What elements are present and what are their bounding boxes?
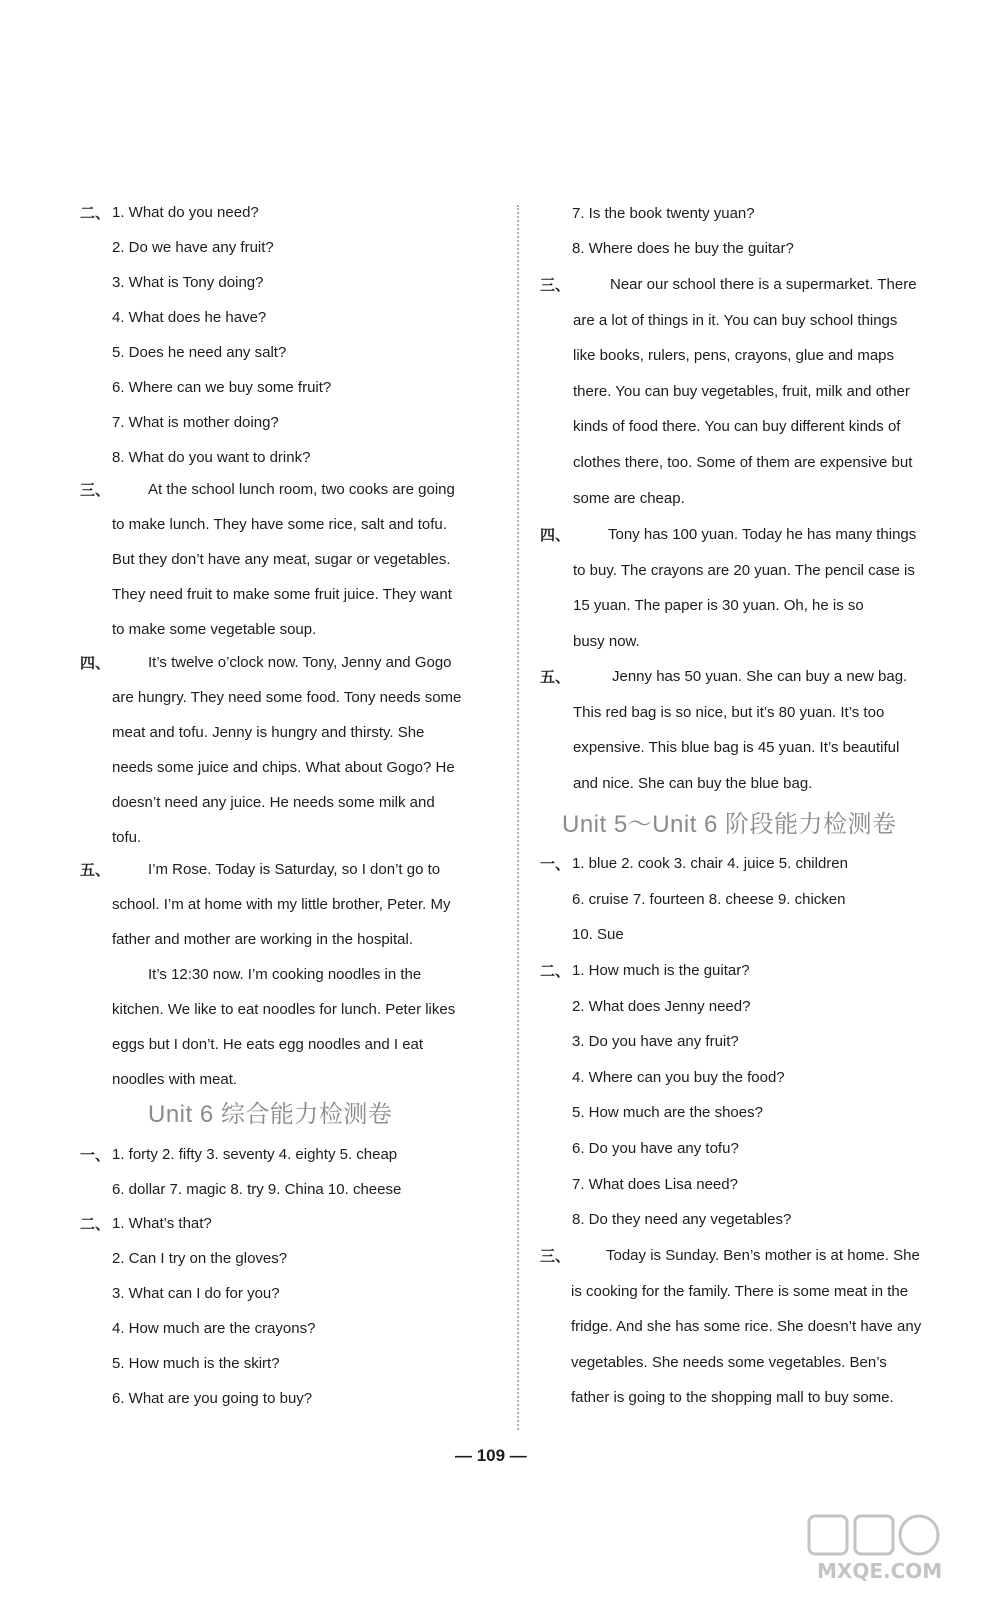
answer-line: 6. dollar 7. magic 8. try 9. China 10. cheese <box>112 1181 402 1198</box>
passage-line: like books, rulers, pens, crayons, glue and maps <box>573 347 894 365</box>
passage-line: I’m Rose. Today is Saturday, so I don’t go to <box>148 861 441 878</box>
passage-line: But they don’t have any meat, sugar or vegetables. <box>112 551 451 568</box>
passage-line: to make lunch. They have some rice, salt and tofu. <box>112 516 447 533</box>
passage-line: noodles with meat. <box>112 1071 238 1088</box>
answer-line: 8. What do you want to drink? <box>112 449 311 466</box>
passage-line: are a lot of things in it. You can buy school things <box>573 311 898 329</box>
answer-line: 2. Can I try on the gloves? <box>112 1250 288 1267</box>
passage-line: vegetables. She needs some vegetables. Ben’s <box>571 1353 887 1371</box>
answer-line: 7. What is mother doing? <box>112 414 279 431</box>
section-marker: 四、 <box>80 654 111 672</box>
answer-line: 6. Where can we buy some fruit? <box>112 379 332 396</box>
section-marker: 二、 <box>80 204 111 222</box>
passage-line: expensive. This blue bag is 45 yuan. It’s beautiful <box>573 739 900 757</box>
watermark-text: MXQE.COM <box>817 1559 943 1582</box>
watermark-logo <box>807 1514 977 1582</box>
passage-line: Near our school there is a supermarket. There <box>610 276 917 293</box>
section-marker: 五、 <box>80 861 111 879</box>
passage-line: eggs but I don’t. He eats egg noodles and I eat <box>112 1036 424 1053</box>
passage-line: are hungry. They need some food. Tony needs some <box>112 689 462 706</box>
answer-line: 8. Do they need any vegetables? <box>572 1211 792 1229</box>
passage-line: At the school lunch room, two cooks are going <box>148 481 455 498</box>
section-marker: 三、 <box>540 1247 571 1265</box>
section-marker: 一、 <box>540 855 571 873</box>
answer-line: 6. Do you have any tofu? <box>572 1140 739 1157</box>
answer-line: 1. What do you need? <box>112 204 259 221</box>
passage-line: kitchen. We like to eat noodles for lunch. Peter likes <box>112 1001 456 1018</box>
answer-line: 1. forty 2. fifty 3. seventy 4. eighty 5. cheap <box>112 1146 398 1163</box>
answer-line: 8. Where does he buy the guitar? <box>572 240 794 257</box>
answer-line: 7. What does Lisa need? <box>572 1175 738 1193</box>
passage-line: clothes there, too. Some of them are expensive but <box>573 454 913 471</box>
passage-line: 15 yuan. The paper is 30 yuan. Oh, he is so <box>573 597 864 615</box>
answer-line: 4. How much are the crayons? <box>112 1320 316 1337</box>
section-marker: 四、 <box>540 526 571 544</box>
column-divider <box>517 205 519 1430</box>
passage-line: father is going to the shopping mall to buy some. <box>571 1389 894 1407</box>
passage-line: needs some juice and chips. What about Gogo? He <box>112 759 455 776</box>
answer-line: 5. How much is the skirt? <box>112 1355 280 1372</box>
passage-line: some are cheap. <box>573 489 685 507</box>
passage-line: It’s 12:30 now. I’m cooking noodles in the <box>148 966 422 983</box>
answer-line: 2. Do we have any fruit? <box>112 239 274 256</box>
passage-line: tofu. <box>112 829 142 846</box>
page-number: — 109 — <box>455 1446 527 1465</box>
passage-line: school. I’m at home with my little brother, Peter. My <box>112 896 451 913</box>
answer-line: 3. Do you have any fruit? <box>572 1033 739 1051</box>
passage-line: busy now. <box>573 632 640 650</box>
passage-line: They need fruit to make some fruit juice. They want <box>112 586 452 603</box>
passage-line: Tony has 100 yuan. Today he has many things <box>608 526 917 543</box>
answer-line: 2. What does Jenny need? <box>572 997 751 1015</box>
answer-line: 1. blue 2. cook 3. chair 4. juice 5. children <box>572 855 848 872</box>
section-marker: 二、 <box>540 962 571 980</box>
answer-line: 3. What can I do for you? <box>112 1285 280 1302</box>
passage-line: there. You can buy vegetables, fruit, milk and other <box>573 382 910 400</box>
passage-line: father and mother are working in the hospital. <box>112 931 414 948</box>
answer-line: 6. cruise 7. fourteen 8. cheese 9. chicken <box>572 890 846 908</box>
answer-line: 4. What does he have? <box>112 309 267 326</box>
answer-line: 10. Sue <box>572 926 624 944</box>
answer-line: 5. Does he need any salt? <box>112 344 287 361</box>
answer-line: 1. How much is the guitar? <box>572 962 750 979</box>
passage-line: Today is Sunday. Ben’s mother is at home. She <box>606 1247 920 1264</box>
section-marker: 三、 <box>540 276 571 294</box>
passage-line: and nice. She can buy the blue bag. <box>573 774 813 792</box>
section-marker: 三、 <box>80 481 111 499</box>
section-marker: 二、 <box>80 1215 111 1233</box>
passage-line: It’s twelve o’clock now. Tony, Jenny and Gogo <box>148 654 452 671</box>
passage-line: to make some vegetable soup. <box>112 621 317 638</box>
passage-line: meat and tofu. Jenny is hungry and thirsty. She <box>112 724 425 741</box>
passage-line: to buy. The crayons are 20 yuan. The pencil case is <box>573 561 915 579</box>
passage-line: This red bag is so nice, but it’s 80 yuan. It’s too <box>573 703 885 721</box>
passage-line: doesn’t need any juice. He needs some milk and <box>112 794 435 811</box>
unit6-title: Unit 6 综合能力检测卷 <box>148 1101 393 1128</box>
passage-line: kinds of food there. You can buy different kinds of <box>573 418 901 436</box>
unit56-title: Unit 5～Unit 6 阶段能力检测卷 <box>562 811 897 838</box>
passage-line: fridge. And she has some rice. She doesn’t have any <box>571 1318 922 1336</box>
answer-line: 4. Where can you buy the food? <box>572 1068 785 1086</box>
answer-line: 3. What is Tony doing? <box>112 274 264 291</box>
passage-line: Jenny has 50 yuan. She can buy a new bag. <box>612 668 908 685</box>
answer-line: 1. What’s that? <box>112 1215 212 1232</box>
answer-line: 7. Is the book twenty yuan? <box>572 205 755 222</box>
answer-line: 5. How much are the shoes? <box>572 1104 763 1122</box>
section-marker: 一、 <box>80 1146 111 1164</box>
answer-line: 6. What are you going to buy? <box>112 1390 313 1407</box>
section-marker: 五、 <box>540 668 571 686</box>
passage-line: is cooking for the family. There is some meat in the <box>571 1282 909 1300</box>
